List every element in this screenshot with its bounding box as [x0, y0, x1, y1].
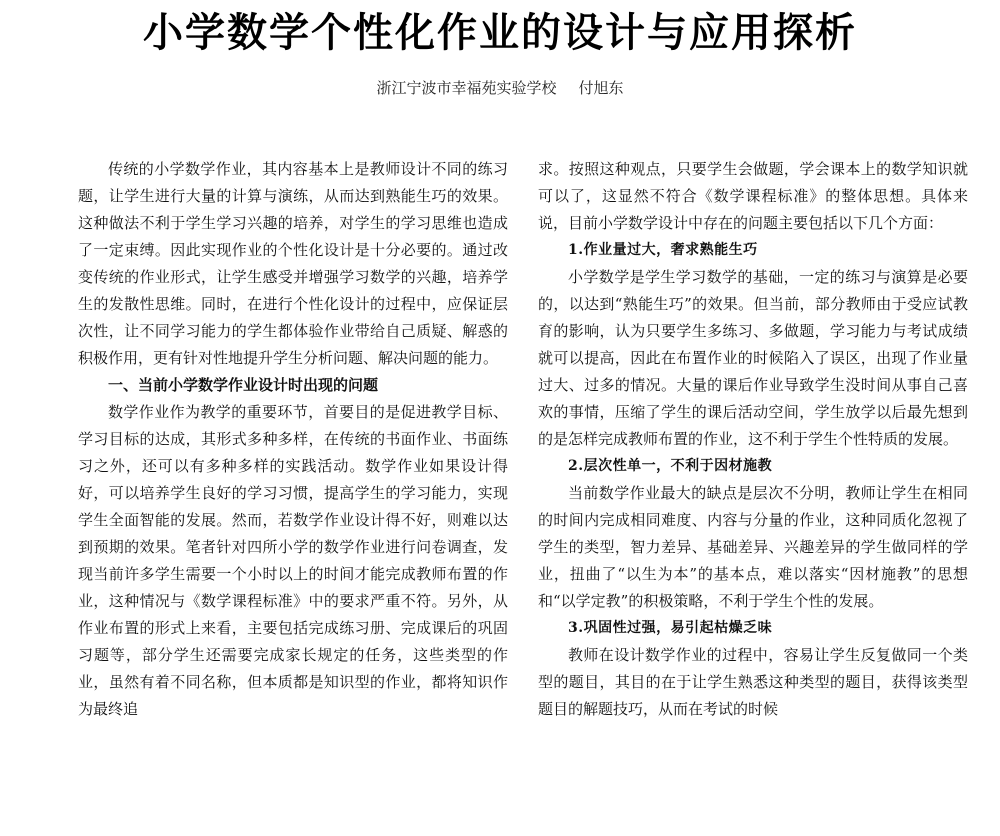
- continuation-paragraph: 求。按照这种观点，只要学生会做题，学会课本上的数学知识就可以了，这显然不符合《数学课程标准》的整体思想。具体来说，目前小学数学设计中存在的问题主要包括以下几个方面：: [538, 160, 968, 232]
- subsection-3-paragraph: 教师在设计数学作业的过程中，容易让学生反复做同一个类型的题目，其目的在于让学生熟悉这种类型的题目，获得该类型题目的解题技巧，从而在考试的时候: [538, 646, 968, 718]
- byline: [0, 78, 1000, 98]
- subsection-heading-1: 1.作业量过大，奢求熟能生巧: [568, 242, 758, 258]
- author-name: 付旭东: [578, 79, 624, 97]
- right-column: [538, 156, 968, 723]
- intro-paragraph: 传统的小学数学作业，其内容基本上是教师设计不同的练习题，让学生进行大量的计算与演练，从而达到熟能生巧的效果。这种做法不利于学生学习兴趣的培养，对学生的学习思维也造成了一定束缚。因此实现作业的个性化设计是十分必要的。通过改变传统的作业形式，让学生感受并增强学习数学的兴趣，培养学生的发散性思维。同时，在进行个性化设计的过程中，应保证层次性，让不同学习能力的学生都体验作业带给自己质疑、解惑的积极作用，更有针对性地提升学生分析问题、解决问题的能力。: [78, 160, 508, 367]
- subsection-heading-2: 2.层次性单一，不利于因材施教: [568, 458, 773, 474]
- affiliation: 浙江宁波市幸福苑实验学校: [376, 79, 557, 97]
- subsection-1-paragraph: 小学数学是学生学习数学的基础，一定的练习与演算是必要的，以达到“熟能生巧”的效果。但当前，部分教师由于受应试教育的影响，认为只要学生多练习、多做题，学习能力与考试成绩就可以提高，因此在布置作业的时候陷入了误区，出现了作业量过大、过多的情况。大量的课后作业导致学生没时间从事自己喜欢的事情，压缩了学生的课后活动空间，学生放学以后最先想到的是怎样完成教师布置的作业，这不利于学生个性特质的发展。: [538, 268, 968, 448]
- section-heading-1: 一、当前小学数学作业设计时出现的问题: [108, 376, 379, 394]
- section-1-paragraph: 数学作业作为教学的重要环节，首要目的是促进教学目标、学习目标的达成，其形式多种多样，在传统的书面作业、书面练习之外，还可以有多种多样的实践活动。数学作业如果设计得好，可以培养学生良好的学习习惯，提高学生的学习能力，实现学生全面智能的发展。然而，若数学作业设计得不好，则难以达到预期的效果。笔者针对四所小学的数学作业进行问卷调查，发现当前许多学生需要一个小时以上的时间才能完成教师布置的作业，这种情况与《数学课程标准》中的要求严重不符。另外，从作业布置的形式上来看，主要包括完成练习册、完成课后的巩固习题等，部分学生还需要完成家长规定的任务，这些类型的作业，虽然有着不同名称，但本质都是知识型的作业，都将知识作为最终追: [78, 403, 508, 718]
- subsection-2-paragraph: 当前数学作业最大的缺点是层次不分明，教师让学生在相同的时间内完成相同难度、内容与分量的作业，这种同质化忽视了学生的类型，智力差异、基础差异、兴趣差异的学生做同样的学业，扭曲了“以生为本”的基本点，难以落实“因材施教”的思想和“以学定教”的积极策略，不利于学生个性的发展。: [538, 484, 968, 610]
- left-column: [78, 156, 508, 723]
- subsection-heading-3: 3.巩固性过强，易引起枯燥乏味: [568, 620, 773, 636]
- article-title: 小学数学个性化作业的设计与应用探析: [143, 10, 857, 56]
